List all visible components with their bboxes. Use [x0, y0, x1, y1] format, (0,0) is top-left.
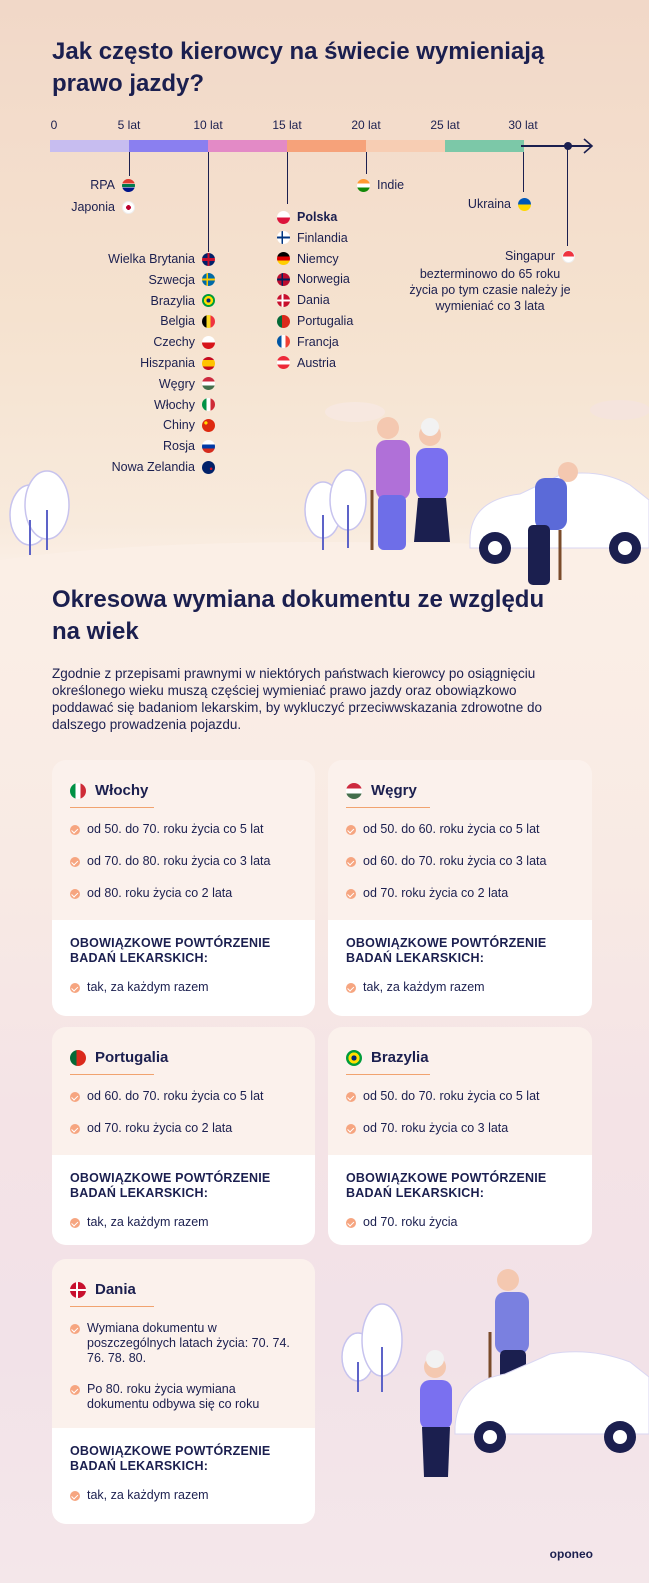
flag-gb-icon [202, 253, 215, 266]
flag-pt-icon [70, 1050, 86, 1066]
divider [70, 1306, 154, 1307]
flag-at-icon [277, 356, 290, 369]
arrow-head-icon [560, 134, 596, 158]
card-wegry [328, 760, 592, 1016]
list-item: od 70. roku życia co 2 lata [70, 1121, 297, 1136]
flag-br-icon [346, 1050, 362, 1066]
seniors-car-illustration [0, 390, 649, 590]
list-item: od 50. do 70. roku życia co 5 lat [346, 1089, 574, 1104]
flag-it-icon [202, 398, 215, 411]
check-icon [346, 857, 356, 867]
flag-no-icon [277, 273, 290, 286]
list-item: tak, za każdym razem [70, 1488, 297, 1503]
country-item: Polska [277, 210, 337, 224]
flag-hu-icon [202, 377, 215, 390]
card-wlochy [52, 760, 315, 1016]
flag-pl-icon [277, 211, 290, 224]
country-item: Dania [277, 293, 330, 307]
flag-za-icon [122, 179, 135, 192]
page-title: Jak często kierowcy na świecie wymieniają prawo jazdy? [52, 38, 545, 97]
timeline-segment-10-15 [208, 140, 287, 152]
connector-5 [129, 152, 130, 176]
country-item: Węgry [159, 377, 215, 391]
timeline-ticks [0, 118, 649, 136]
tick-label: 10 lat [193, 118, 223, 132]
flag-dk-icon [70, 1282, 86, 1298]
list-item: Wymiana dokumentu w poszczególnych latach życia: 70. 74. 76. 78. 80. [70, 1321, 297, 1366]
country-item: Nowa Zelandia [112, 460, 215, 474]
exam-label: OBOWIĄZKOWE POWTÓRZENIE BADAŃ LEKARSKICH: [70, 1171, 271, 1200]
check-icon [70, 825, 80, 835]
tick-label: 5 lat [117, 118, 141, 132]
country-item: Belgia [160, 314, 215, 328]
card-title: Włochy [95, 782, 149, 799]
section-title: Okresowa wymiana dokumentu ze względu na wiek [52, 586, 545, 645]
card-brazylia [328, 1027, 592, 1245]
list-item: tak, za każdym razem [70, 1215, 297, 1230]
list-item: od 50. do 60. roku życia co 5 lat [346, 822, 574, 837]
tick-label: 20 lat [351, 118, 381, 132]
check-icon [70, 889, 80, 899]
flag-jp-icon [122, 201, 135, 214]
tick-label: 25 lat [430, 118, 460, 132]
check-icon [346, 1124, 356, 1134]
country-item: Austria [277, 356, 336, 370]
flag-dk-icon [277, 294, 290, 307]
check-icon [70, 1385, 80, 1395]
check-icon [70, 1491, 80, 1501]
timeline-segment-25-30 [445, 140, 524, 152]
country-item: Chiny [163, 418, 215, 432]
flag-fi-icon [277, 231, 290, 244]
country-singapur: Singapur [505, 249, 575, 263]
exam-label: OBOWIĄZKOWE POWTÓRZENIE BADAŃ LEKARSKICH: [346, 1171, 547, 1200]
list-item: od 70. roku życia [346, 1215, 574, 1230]
divider [346, 1074, 430, 1075]
flag-it-icon [70, 783, 86, 799]
country-ukraina: Ukraina [468, 197, 531, 211]
country-item: Hiszpania [140, 356, 215, 370]
country-item: Portugalia [277, 314, 353, 328]
card-title: Węgry [371, 782, 417, 799]
check-icon [346, 889, 356, 899]
flag-pt-icon [277, 315, 290, 328]
exam-label: OBOWIĄZKOWE POWTÓRZENIE BADAŃ LEKARSKICH: [70, 936, 271, 965]
country-item: Wielka Brytania [108, 252, 215, 266]
divider [70, 1074, 154, 1075]
flag-sg-icon [562, 250, 575, 263]
card-title: Dania [95, 1281, 136, 1298]
list-item: Po 80. roku życia wymiana dokumentu odbywa się co roku [70, 1382, 297, 1412]
country-japonia: Japonia [71, 200, 135, 214]
list-item: od 70. roku życia co 2 lata [346, 886, 574, 901]
country-item: Włochy [154, 398, 215, 412]
flag-br-icon [202, 294, 215, 307]
flag-se-icon [202, 273, 215, 286]
list-item: od 80. roku życia co 2 lata [70, 886, 297, 901]
flag-de-icon [277, 252, 290, 265]
flag-cn-icon [202, 419, 215, 432]
check-icon [346, 1092, 356, 1102]
exam-label: OBOWIĄZKOWE POWTÓRZENIE BADAŃ LEKARSKICH: [346, 936, 547, 965]
country-item: Brazylia [151, 294, 215, 308]
check-icon [70, 1218, 80, 1228]
check-icon [70, 857, 80, 867]
section-intro: Zgodnie z przepisami prawnymi w niektórych państwach kierowcy po osiągnięciu określonego wieku muszą częściej wymieniać prawo jazdy oraz obowiązkowo poddawać się badaniom lekarskim, by wykluczyć przeciwwskazania zdrowotne do dalszego prowadzenia pojazdu. [52, 666, 542, 732]
tick-label: 15 lat [272, 118, 302, 132]
brand-logo: oponeo [549, 1547, 593, 1561]
check-icon [346, 825, 356, 835]
timeline-segment-20-25 [366, 140, 445, 152]
card-dania [52, 1259, 315, 1524]
country-item: Czechy [153, 335, 215, 349]
list-item: od 70. roku życia co 3 lata [346, 1121, 574, 1136]
flag-cz-icon [202, 336, 215, 349]
country-item: Niemcy [277, 252, 339, 266]
flag-be-icon [202, 315, 215, 328]
flag-in-icon [357, 179, 370, 192]
seniors-car-illustration-bottom [330, 1262, 649, 1492]
timeline-segment-15-20 [287, 140, 366, 152]
list-item: od 60. do 70. roku życia co 3 lata [346, 854, 574, 869]
connector-10 [208, 152, 209, 252]
check-icon [70, 1092, 80, 1102]
list-item: od 60. do 70. roku życia co 5 lat [70, 1089, 297, 1104]
connector-15 [287, 152, 288, 204]
card-title: Portugalia [95, 1049, 169, 1066]
check-icon [70, 1324, 80, 1334]
flag-hu-icon [346, 783, 362, 799]
exam-label: OBOWIĄZKOWE POWTÓRZENIE BADAŃ LEKARSKICH: [70, 1444, 271, 1473]
tick-label: 30 lat [508, 118, 538, 132]
divider [70, 807, 154, 808]
country-item: Rosja [163, 439, 215, 453]
connector-20 [366, 152, 367, 174]
country-item: Francja [277, 335, 339, 349]
list-item: tak, za każdym razem [70, 980, 297, 995]
country-rpa: RPA [90, 178, 135, 192]
connector-inf [567, 146, 568, 246]
country-item: Finlandia [277, 231, 348, 245]
country-item: Szwecja [148, 273, 215, 287]
flag-ru-icon [202, 440, 215, 453]
tick-label: 0 [50, 118, 58, 132]
list-item: tak, za każdym razem [346, 980, 574, 995]
divider [346, 807, 430, 808]
check-icon [346, 983, 356, 993]
flag-nz-icon [202, 461, 215, 474]
timeline-segment-0-5 [50, 140, 129, 152]
card-title: Brazylia [371, 1049, 429, 1066]
singapore-note: bezterminowo do 65 roku życia po tym czasie należy je wymieniać co 3 lata [409, 267, 571, 313]
timeline-segment-5-10 [129, 140, 208, 152]
card-portugalia [52, 1027, 315, 1245]
connector-30 [523, 152, 524, 192]
list-item: od 70. do 80. roku życia co 3 lata [70, 854, 297, 869]
check-icon [346, 1218, 356, 1228]
country-indie: Indie [357, 178, 404, 192]
check-icon [70, 983, 80, 993]
country-item: Norwegia [277, 272, 350, 286]
flag-ua-icon [518, 198, 531, 211]
check-icon [70, 1124, 80, 1134]
flag-fr-icon [277, 335, 290, 348]
list-item: od 50. do 70. roku życia co 5 lat [70, 822, 297, 837]
flag-es-icon [202, 357, 215, 370]
